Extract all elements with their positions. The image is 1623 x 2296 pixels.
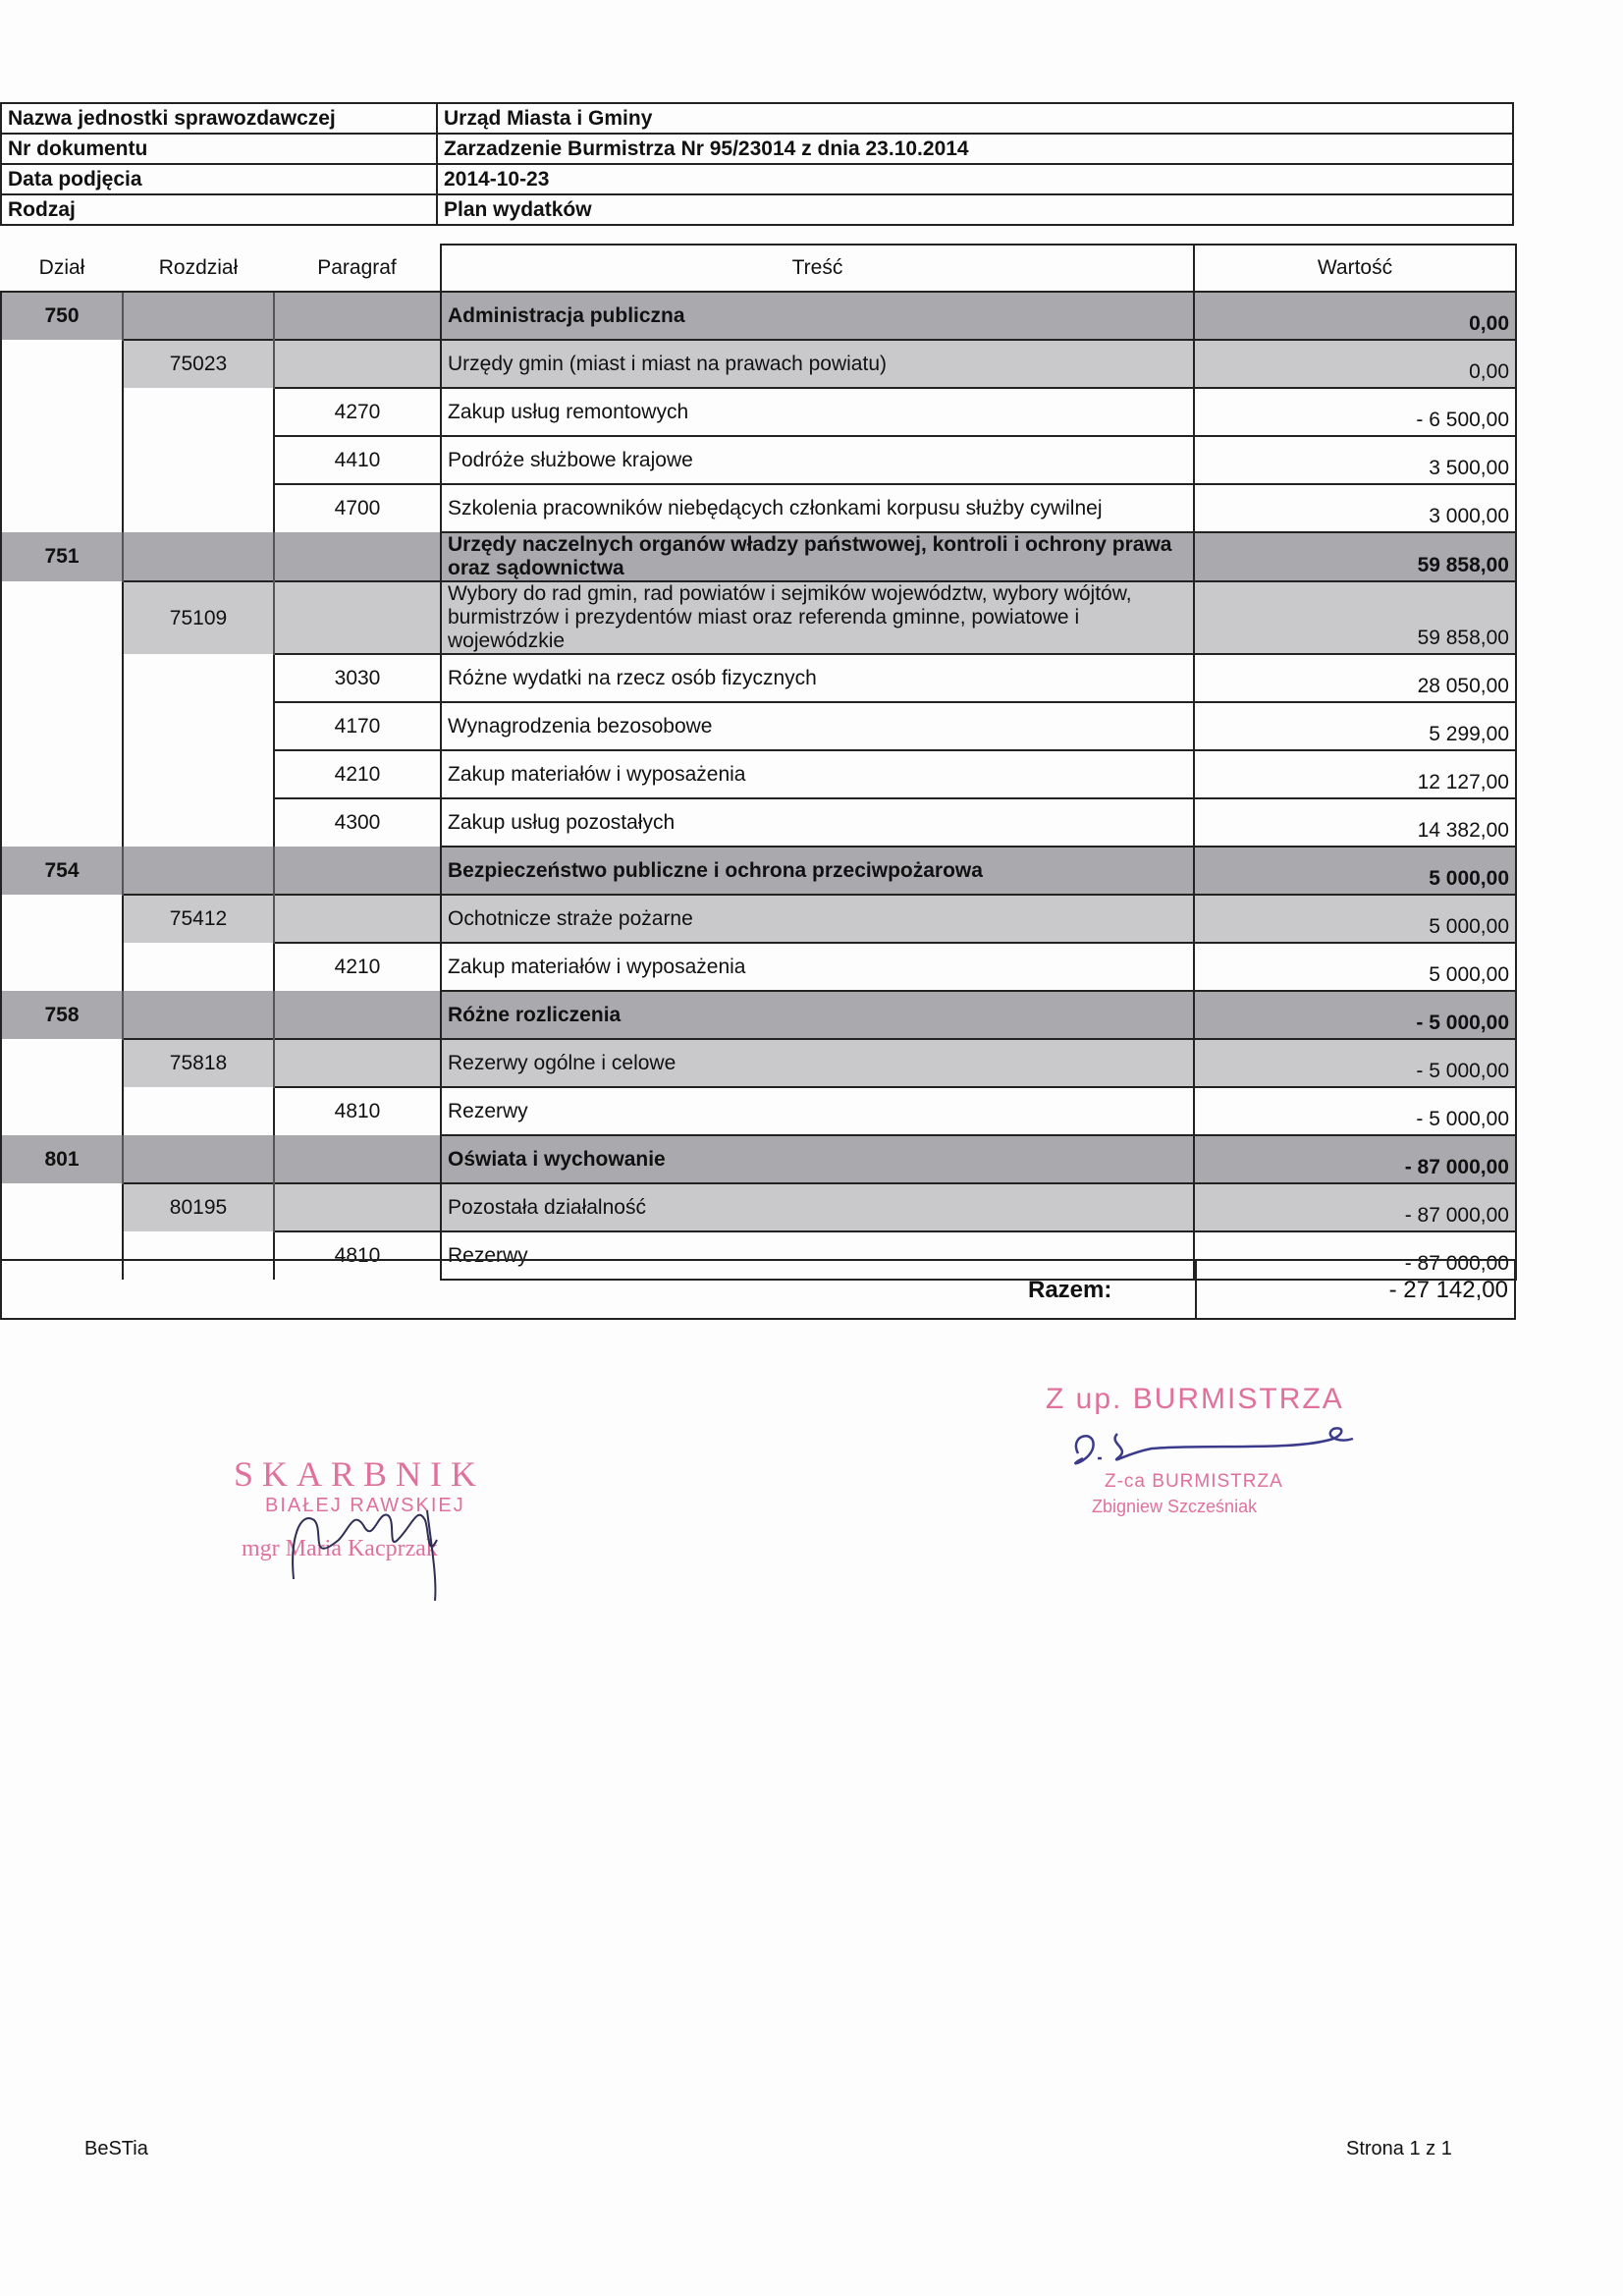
meta-row: [1, 134, 1513, 164]
meta-label: Data podjęcia: [1, 164, 437, 194]
cell-dzial: [1, 1087, 123, 1135]
cell-dzial: 751: [1, 532, 123, 581]
cell-dzial: [1, 750, 123, 798]
cell-paragraf: [274, 292, 441, 340]
cell-rozdzial: 75023: [123, 340, 274, 388]
cell-tresc: Zakup materiałów i wyposażenia: [441, 750, 1194, 798]
cell-tresc: Urzędy gmin (miast i miast na prawach powiatu): [441, 340, 1194, 388]
cell-rozdzial: 80195: [123, 1183, 274, 1231]
cell-wartosc: - 87 000,00: [1194, 1183, 1516, 1231]
cell-wartosc: 3 000,00: [1194, 484, 1516, 532]
cell-paragraf: 4810: [274, 1087, 441, 1135]
cell-rozdzial: 75109: [123, 581, 274, 654]
table-row: [1, 702, 1516, 750]
cell-rozdzial: [123, 292, 274, 340]
cell-paragraf: [274, 847, 441, 895]
cell-paragraf: 4810: [274, 1231, 441, 1280]
cell-dzial: [1, 340, 123, 388]
skarbnik-signature: [280, 1471, 476, 1609]
cell-tresc: Różne rozliczenia: [441, 991, 1194, 1039]
cell-tresc: Administracja publiczna: [441, 292, 1194, 340]
table-row: [1, 340, 1516, 388]
meta-label: Rodzaj: [1, 194, 437, 225]
cell-rozdzial: [123, 991, 274, 1039]
cell-dzial: [1, 702, 123, 750]
cell-paragraf: [274, 581, 441, 654]
table-row: [1, 388, 1516, 436]
cell-dzial: 754: [1, 847, 123, 895]
table-body: [1, 292, 1516, 1280]
cell-paragraf: [274, 1039, 441, 1087]
total-row: [0, 1259, 1516, 1320]
skarbnik-stamp-town: BIAŁEJ RAWSKIEJ: [265, 1495, 465, 1516]
cell-tresc: Rezerwy: [441, 1231, 1194, 1280]
total-value: - 27 142,00: [1388, 1277, 1508, 1303]
cell-tresc: Zakup usług remontowych: [441, 388, 1194, 436]
cell-rozdzial: 75412: [123, 895, 274, 943]
meta-row: [1, 194, 1513, 225]
cell-tresc: Rezerwy: [441, 1087, 1194, 1135]
meta-row: [1, 103, 1513, 134]
header-dzial: Dział: [1, 245, 123, 292]
table-row: [1, 798, 1516, 847]
table-row: [1, 436, 1516, 484]
cell-rozdzial: [123, 943, 274, 991]
cell-dzial: 758: [1, 991, 123, 1039]
cell-tresc: Ochotnicze straże pożarne: [441, 895, 1194, 943]
table-row: [1, 1183, 1516, 1231]
cell-rozdzial: 75818: [123, 1039, 274, 1087]
cell-dzial: [1, 484, 123, 532]
cell-rozdzial: [123, 1087, 274, 1135]
document-metadata: [0, 102, 1514, 226]
burmistrz-stamp-title: Z up. BURMISTRZA: [1046, 1383, 1344, 1415]
cell-rozdzial: [123, 750, 274, 798]
cell-rozdzial: [123, 532, 274, 581]
total-divider: [1195, 1261, 1197, 1318]
table-row: [1, 1135, 1516, 1183]
cell-rozdzial: [123, 1135, 274, 1183]
header-tresc: Treść: [441, 245, 1194, 292]
cell-rozdzial: [123, 484, 274, 532]
cell-rozdzial: [123, 847, 274, 895]
cell-wartosc: 0,00: [1194, 340, 1516, 388]
cell-tresc: Bezpieczeństwo publiczne i ochrona przeciwpożarowa: [441, 847, 1194, 895]
cell-dzial: [1, 436, 123, 484]
meta-value: Urząd Miasta i Gminy: [437, 103, 1513, 134]
cell-dzial: [1, 1183, 123, 1231]
meta-value: Plan wydatków: [437, 194, 1513, 225]
table-row: [1, 991, 1516, 1039]
cell-tresc: Wynagrodzenia bezosobowe: [441, 702, 1194, 750]
cell-wartosc: 12 127,00: [1194, 750, 1516, 798]
cell-dzial: 750: [1, 292, 123, 340]
meta-label: Nazwa jednostki sprawozdawczej: [1, 103, 437, 134]
cell-tresc: Szkolenia pracowników niebędących członkami korpusu służby cywilnej: [441, 484, 1194, 532]
cell-paragraf: 4300: [274, 798, 441, 847]
cell-wartosc: 28 050,00: [1194, 654, 1516, 702]
table-row: [1, 895, 1516, 943]
meta-value: 2014-10-23: [437, 164, 1513, 194]
cell-tresc: Różne wydatki na rzecz osób fizycznych: [441, 654, 1194, 702]
cell-wartosc: 14 382,00: [1194, 798, 1516, 847]
cell-wartosc: 59 858,00: [1194, 532, 1516, 581]
table-row: [1, 943, 1516, 991]
cell-rozdzial: [123, 654, 274, 702]
cell-tresc: Rezerwy ogólne i celowe: [441, 1039, 1194, 1087]
burmistrz-stamp-role: Z-ca BURMISTRZA: [1105, 1471, 1283, 1492]
cell-tresc: Oświata i wychowanie: [441, 1135, 1194, 1183]
footer-system-name: BeSTia: [84, 2138, 148, 2159]
cell-dzial: [1, 1039, 123, 1087]
cell-rozdzial: [123, 436, 274, 484]
cell-rozdzial: [123, 798, 274, 847]
cell-dzial: [1, 895, 123, 943]
cell-paragraf: [274, 895, 441, 943]
table-row: [1, 484, 1516, 532]
cell-rozdzial: [123, 388, 274, 436]
cell-wartosc: 3 500,00: [1194, 436, 1516, 484]
burmistrz-stamp-name: Zbigniew Szcześniak: [1092, 1497, 1258, 1516]
cell-paragraf: [274, 1135, 441, 1183]
cell-wartosc: - 5 000,00: [1194, 1087, 1516, 1135]
cell-wartosc: 59 858,00: [1194, 581, 1516, 654]
skarbnik-stamp-title: SKARBNIK: [234, 1454, 486, 1494]
cell-paragraf: 4170: [274, 702, 441, 750]
cell-tresc: Pozostała działalność: [441, 1183, 1194, 1231]
cell-dzial: [1, 388, 123, 436]
table-row: [1, 750, 1516, 798]
cell-paragraf: 4210: [274, 750, 441, 798]
cell-paragraf: [274, 1183, 441, 1231]
cell-wartosc: - 5 000,00: [1194, 991, 1516, 1039]
cell-wartosc: 5 000,00: [1194, 847, 1516, 895]
table-row: [1, 1087, 1516, 1135]
cell-wartosc: 5 000,00: [1194, 895, 1516, 943]
table-row: [1, 1039, 1516, 1087]
cell-paragraf: 4410: [274, 436, 441, 484]
cell-tresc: Zakup usług pozostałych: [441, 798, 1194, 847]
header-wartosc: Wartość: [1194, 245, 1516, 292]
cell-wartosc: - 87 000,00: [1194, 1135, 1516, 1183]
cell-tresc: Podróże służbowe krajowe: [441, 436, 1194, 484]
cell-dzial: [1, 943, 123, 991]
cell-rozdzial: [123, 702, 274, 750]
cell-wartosc: 0,00: [1194, 292, 1516, 340]
cell-paragraf: [274, 991, 441, 1039]
table-row: [1, 581, 1516, 654]
cell-wartosc: - 5 000,00: [1194, 1039, 1516, 1087]
meta-row: [1, 164, 1513, 194]
cell-wartosc: - 6 500,00: [1194, 388, 1516, 436]
cell-paragraf: [274, 340, 441, 388]
cell-dzial: 801: [1, 1135, 123, 1183]
header-rozdzial: Rozdział: [123, 245, 274, 292]
page-number: Strona 1 z 1: [1346, 2138, 1452, 2159]
cell-dzial: [1, 581, 123, 654]
expense-plan-table: [0, 244, 1517, 1281]
table-row: [1, 654, 1516, 702]
cell-wartosc: 5 000,00: [1194, 943, 1516, 991]
skarbnik-stamp-name: mgr Maria Kacprzak: [242, 1536, 438, 1561]
table-row: [1, 847, 1516, 895]
cell-wartosc: 5 299,00: [1194, 702, 1516, 750]
cell-paragraf: 4270: [274, 388, 441, 436]
cell-paragraf: [274, 532, 441, 581]
meta-label: Nr dokumentu: [1, 134, 437, 164]
table-header-row: [1, 245, 1516, 292]
table-row: [1, 532, 1516, 581]
cell-dzial: [1, 654, 123, 702]
cell-tresc: Urzędy naczelnych organów władzy państwowej, kontroli i ochrony prawa oraz sądownictwa: [441, 532, 1194, 581]
cell-dzial: [1, 798, 123, 847]
cell-wartosc: - 87 000,00: [1194, 1231, 1516, 1280]
cell-paragraf: 3030: [274, 654, 441, 702]
header-paragraf: Paragraf: [274, 245, 441, 292]
cell-tresc: Wybory do rad gmin, rad powiatów i sejmików województw, wybory wójtów, burmistrzów i prezydentów miast oraz referenda gminne, powiatowe i wojewódzkie: [441, 581, 1194, 654]
cell-tresc: Zakup materiałów i wyposażenia: [441, 943, 1194, 991]
table-row: [1, 292, 1516, 340]
total-label: Razem:: [1028, 1277, 1112, 1303]
cell-paragraf: 4210: [274, 943, 441, 991]
cell-paragraf: 4700: [274, 484, 441, 532]
meta-value: Zarzadzenie Burmistrza Nr 95/23014 z dnia 23.10.2014: [437, 134, 1513, 164]
